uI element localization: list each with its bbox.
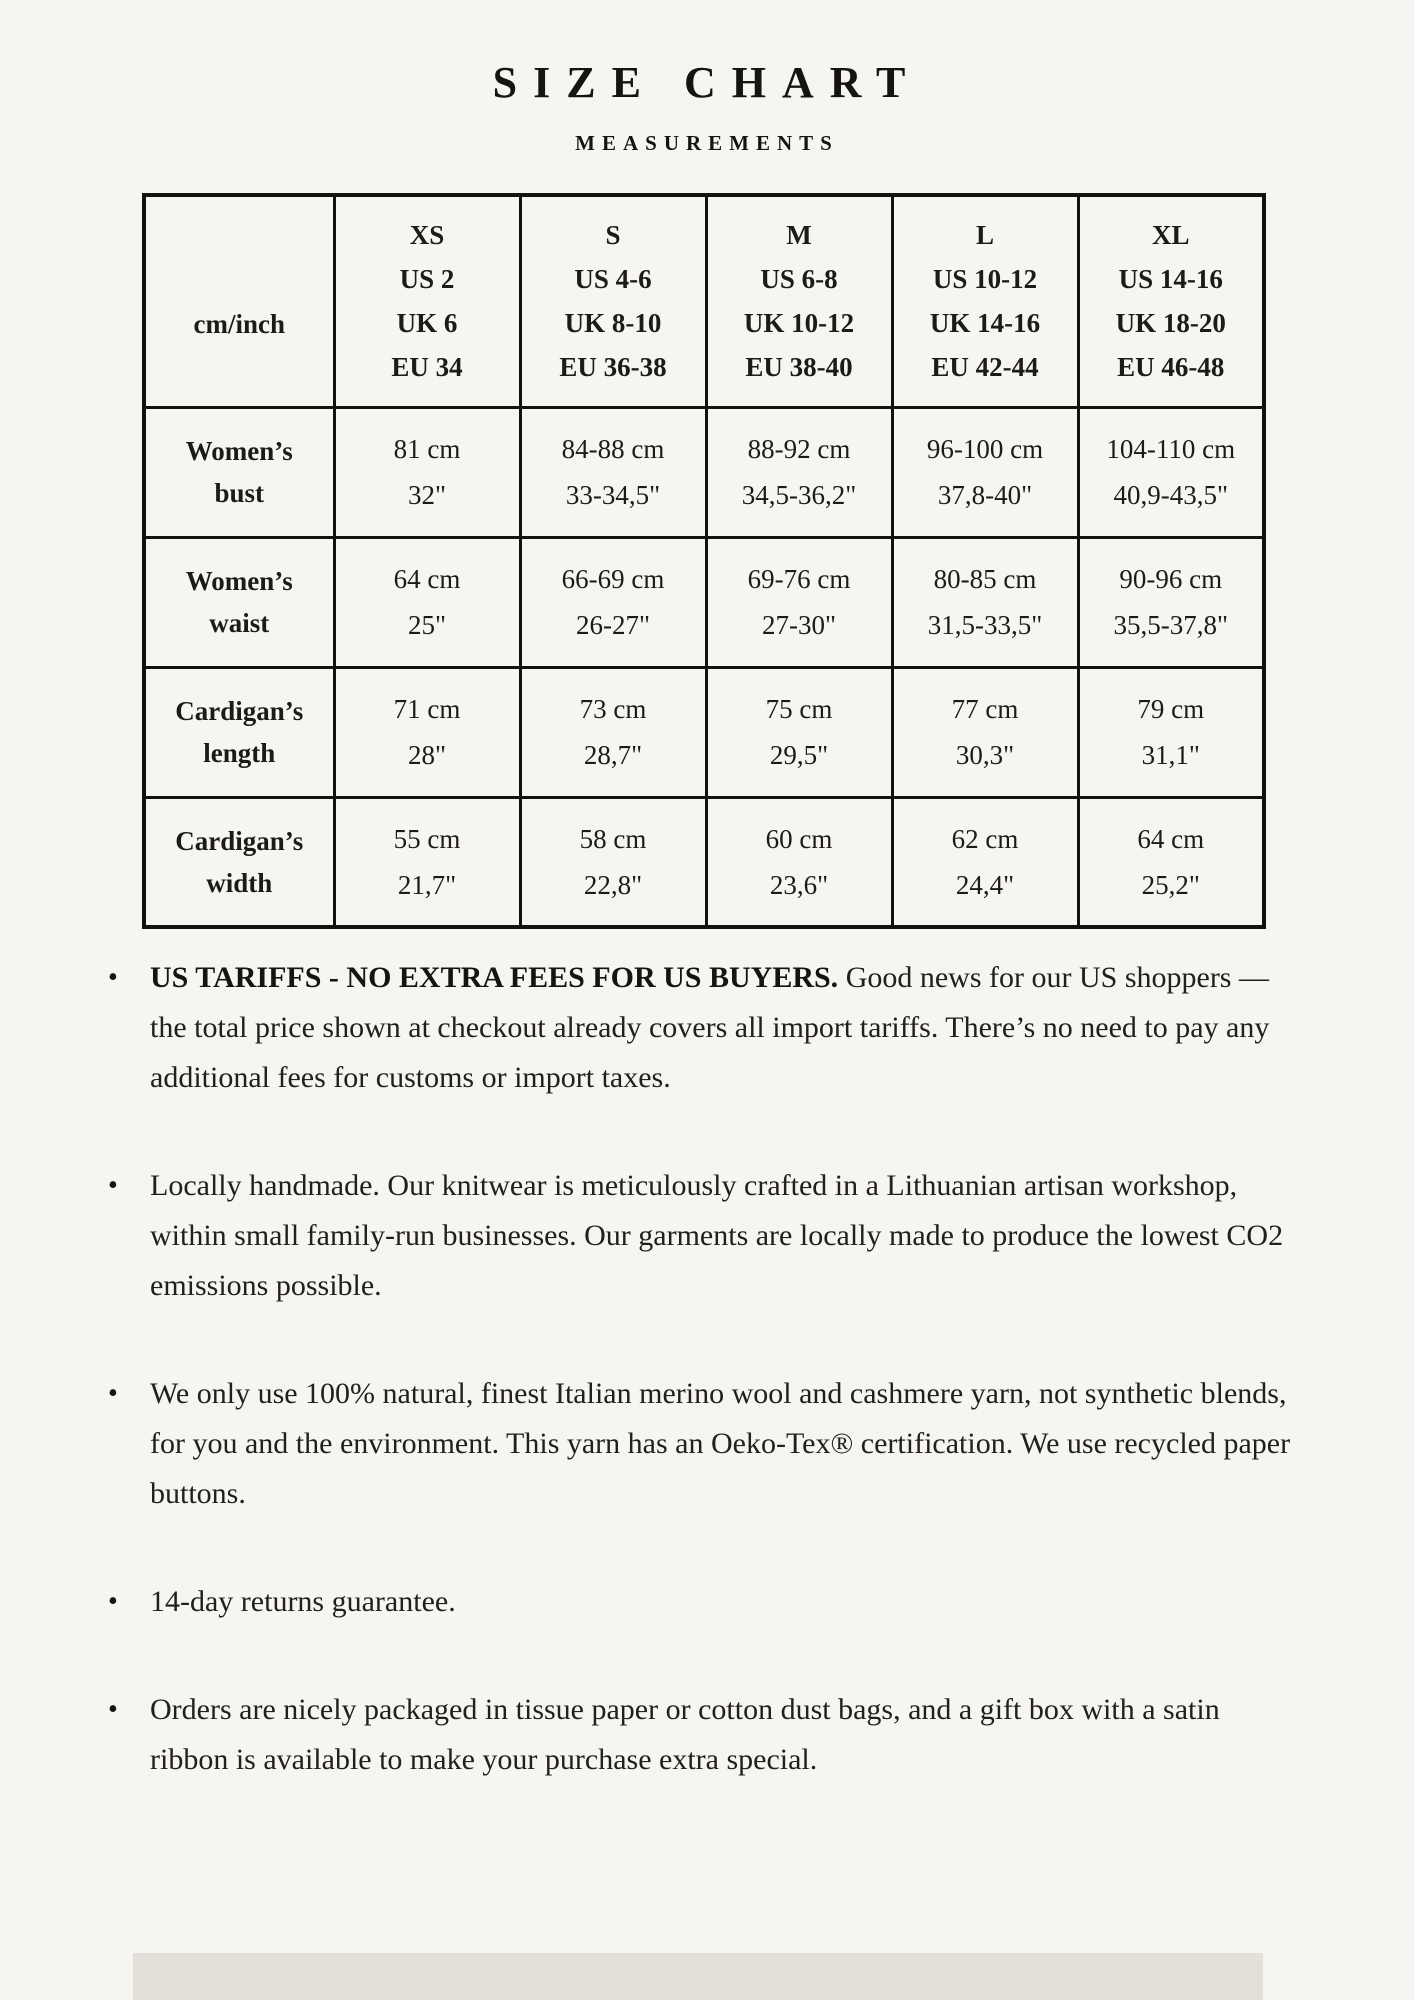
cell-inch: 31,5-33,5" <box>927 610 1043 640</box>
size-column-header-s <box>520 195 706 407</box>
bullet-item-materials <box>106 1369 1302 1519</box>
cell-cm: 55 cm <box>393 823 461 854</box>
cell-inch: 28,7" <box>583 740 643 770</box>
bullet-text: Orders are nicely packaged in tissue paper or cotton dust bags, and a gift box with a satin ribbon is available to make your purchase extra special. <box>150 1693 1220 1776</box>
cell-inch: 21,7" <box>397 869 457 900</box>
cell-cm: 77 cm <box>951 694 1019 724</box>
cell-cm: 60 cm <box>765 823 833 854</box>
cell-inch: 27-30" <box>761 610 836 640</box>
next-section-band <box>133 1953 1263 2000</box>
bullet-item-returns <box>106 1577 1302 1627</box>
size-name: S <box>605 220 621 251</box>
table-row-womens-waist <box>144 537 1264 667</box>
cell-inch: 30,3" <box>955 740 1015 770</box>
size-uk: UK 10-12 <box>743 308 855 339</box>
bullet-text: We only use 100% natural, finest Italian merino wool and cashmere yarn, not synthetic blends, for you and the environment. This yarn has an Oeko-Tex® certification. We use recycled paper buttons. <box>150 1377 1291 1510</box>
size-name: XL <box>1151 220 1190 251</box>
size-us: US 2 <box>399 264 455 295</box>
cell-cm: 71 cm <box>393 694 461 724</box>
table-row-cardigans-width <box>144 797 1264 927</box>
cell-cm: 69-76 cm <box>747 564 851 594</box>
cell-inch: 37,8-40" <box>937 480 1033 510</box>
size-column-header-m <box>706 195 892 407</box>
cell-cm: 64 cm <box>393 564 461 594</box>
size-us: US 4-6 <box>574 264 652 295</box>
row-label: Women’s bust <box>144 407 334 537</box>
size-table-container <box>142 193 1266 929</box>
cell-cm: 62 cm <box>951 823 1019 854</box>
size-name: XS <box>409 220 445 251</box>
size-eu: EU 38-40 <box>745 352 853 383</box>
size-uk: UK 8-10 <box>564 308 662 339</box>
cell-cm: 79 cm <box>1137 694 1205 724</box>
cell-cm: 75 cm <box>765 694 833 724</box>
cell-cm: 90-96 cm <box>1119 564 1223 594</box>
measurement-cell <box>334 537 520 667</box>
cell-cm: 96-100 cm <box>926 434 1044 464</box>
page-subtitle: MEASUREMENTS <box>575 131 839 155</box>
measurement-cell <box>520 537 706 667</box>
size-uk: UK 18-20 <box>1115 308 1226 339</box>
measurement-cell <box>334 667 520 797</box>
size-eu: EU 42-44 <box>931 352 1039 383</box>
size-uk: UK 6 <box>396 308 458 339</box>
cell-cm: 58 cm <box>579 823 647 854</box>
cell-cm: 104-110 cm <box>1106 434 1236 464</box>
cell-inch: 26-27" <box>575 610 650 640</box>
row-label: Cardigan’s length <box>144 667 334 797</box>
cell-inch: 40,9-43,5" <box>1113 480 1228 510</box>
size-table <box>142 193 1266 929</box>
size-us: US 10-12 <box>932 264 1038 295</box>
size-table-header-row <box>144 195 1264 407</box>
bullet-item-locally-handmade <box>106 1161 1302 1311</box>
measurement-cell <box>1078 797 1264 927</box>
cell-cm: 81 cm <box>393 434 461 464</box>
info-bullet-list <box>106 953 1302 1785</box>
size-eu: EU 36-38 <box>559 352 667 383</box>
measurement-cell <box>520 667 706 797</box>
size-column-header-xl <box>1078 195 1264 407</box>
measurement-cell <box>706 407 892 537</box>
size-us: US 6-8 <box>760 264 838 295</box>
cell-cm: 66-69 cm <box>561 564 665 594</box>
measurement-cell <box>892 407 1078 537</box>
bullet-text: Locally handmade. Our knitwear is meticulously crafted in a Lithuanian artisan workshop, within small family-run businesses. Our garments are locally made to produce the lowest CO2 emissions possible. <box>150 1169 1284 1302</box>
measurement-cell <box>334 797 520 927</box>
measurement-cell <box>706 797 892 927</box>
bullet-item-packaging <box>106 1685 1302 1785</box>
measurement-cell <box>892 797 1078 927</box>
size-eu: EU 46-48 <box>1117 352 1225 383</box>
cell-inch: 35,5-37,8" <box>1113 610 1228 640</box>
measurement-cell <box>1078 667 1264 797</box>
cell-inch: 29,5" <box>769 740 829 770</box>
cell-inch: 32" <box>407 480 447 510</box>
cell-inch: 23,6" <box>769 869 829 900</box>
cell-inch: 25" <box>407 610 447 640</box>
bullet-text: 14-day returns guarantee. <box>150 1585 456 1618</box>
cell-inch: 28" <box>407 740 447 770</box>
measurement-cell <box>892 667 1078 797</box>
measurement-cell <box>520 407 706 537</box>
cell-cm: 73 cm <box>579 694 647 724</box>
size-name: L <box>975 220 994 251</box>
size-column-header-l <box>892 195 1078 407</box>
cell-cm: 64 cm <box>1137 823 1205 854</box>
cell-inch: 25,2" <box>1141 869 1200 900</box>
measurement-cell <box>892 537 1078 667</box>
bullet-lead: US TARIFFS - NO EXTRA FEES FOR US BUYERS. <box>150 961 839 994</box>
cell-inch: 31,1" <box>1141 740 1200 770</box>
cell-inch: 33-34,5" <box>565 480 661 510</box>
measurement-cell <box>334 407 520 537</box>
measurement-cell <box>706 667 892 797</box>
cell-inch: 22,8" <box>583 869 643 900</box>
size-name: M <box>786 220 812 251</box>
size-uk: UK 14-16 <box>929 308 1041 339</box>
table-row-womens-bust <box>144 407 1264 537</box>
measurement-cell <box>520 797 706 927</box>
unit-label-cell: cm/inch <box>144 195 334 407</box>
cell-cm: 84-88 cm <box>561 434 665 464</box>
cell-inch: 34,5-36,2" <box>741 480 857 510</box>
measurement-cell <box>1078 407 1264 537</box>
page-title: SIZE CHART <box>492 58 922 107</box>
row-label: Cardigan’s width <box>144 797 334 927</box>
size-us: US 14-16 <box>1118 264 1223 295</box>
measurement-cell <box>1078 537 1264 667</box>
size-column-header-xs <box>334 195 520 407</box>
cell-cm: 80-85 cm <box>933 564 1037 594</box>
row-label: Women’s waist <box>144 537 334 667</box>
table-row-cardigans-length <box>144 667 1264 797</box>
bullet-item-us-tariffs <box>106 953 1302 1103</box>
bullet-text: Good news for our US shoppers — the total price shown at checkout already covers all import tariffs. There’s no need to pay any additional fees for customs or import taxes. <box>150 961 1270 1094</box>
cell-cm: 88-92 cm <box>747 434 851 464</box>
size-eu: EU 34 <box>391 352 463 383</box>
measurement-cell <box>706 537 892 667</box>
cell-inch: 24,4" <box>955 869 1015 900</box>
